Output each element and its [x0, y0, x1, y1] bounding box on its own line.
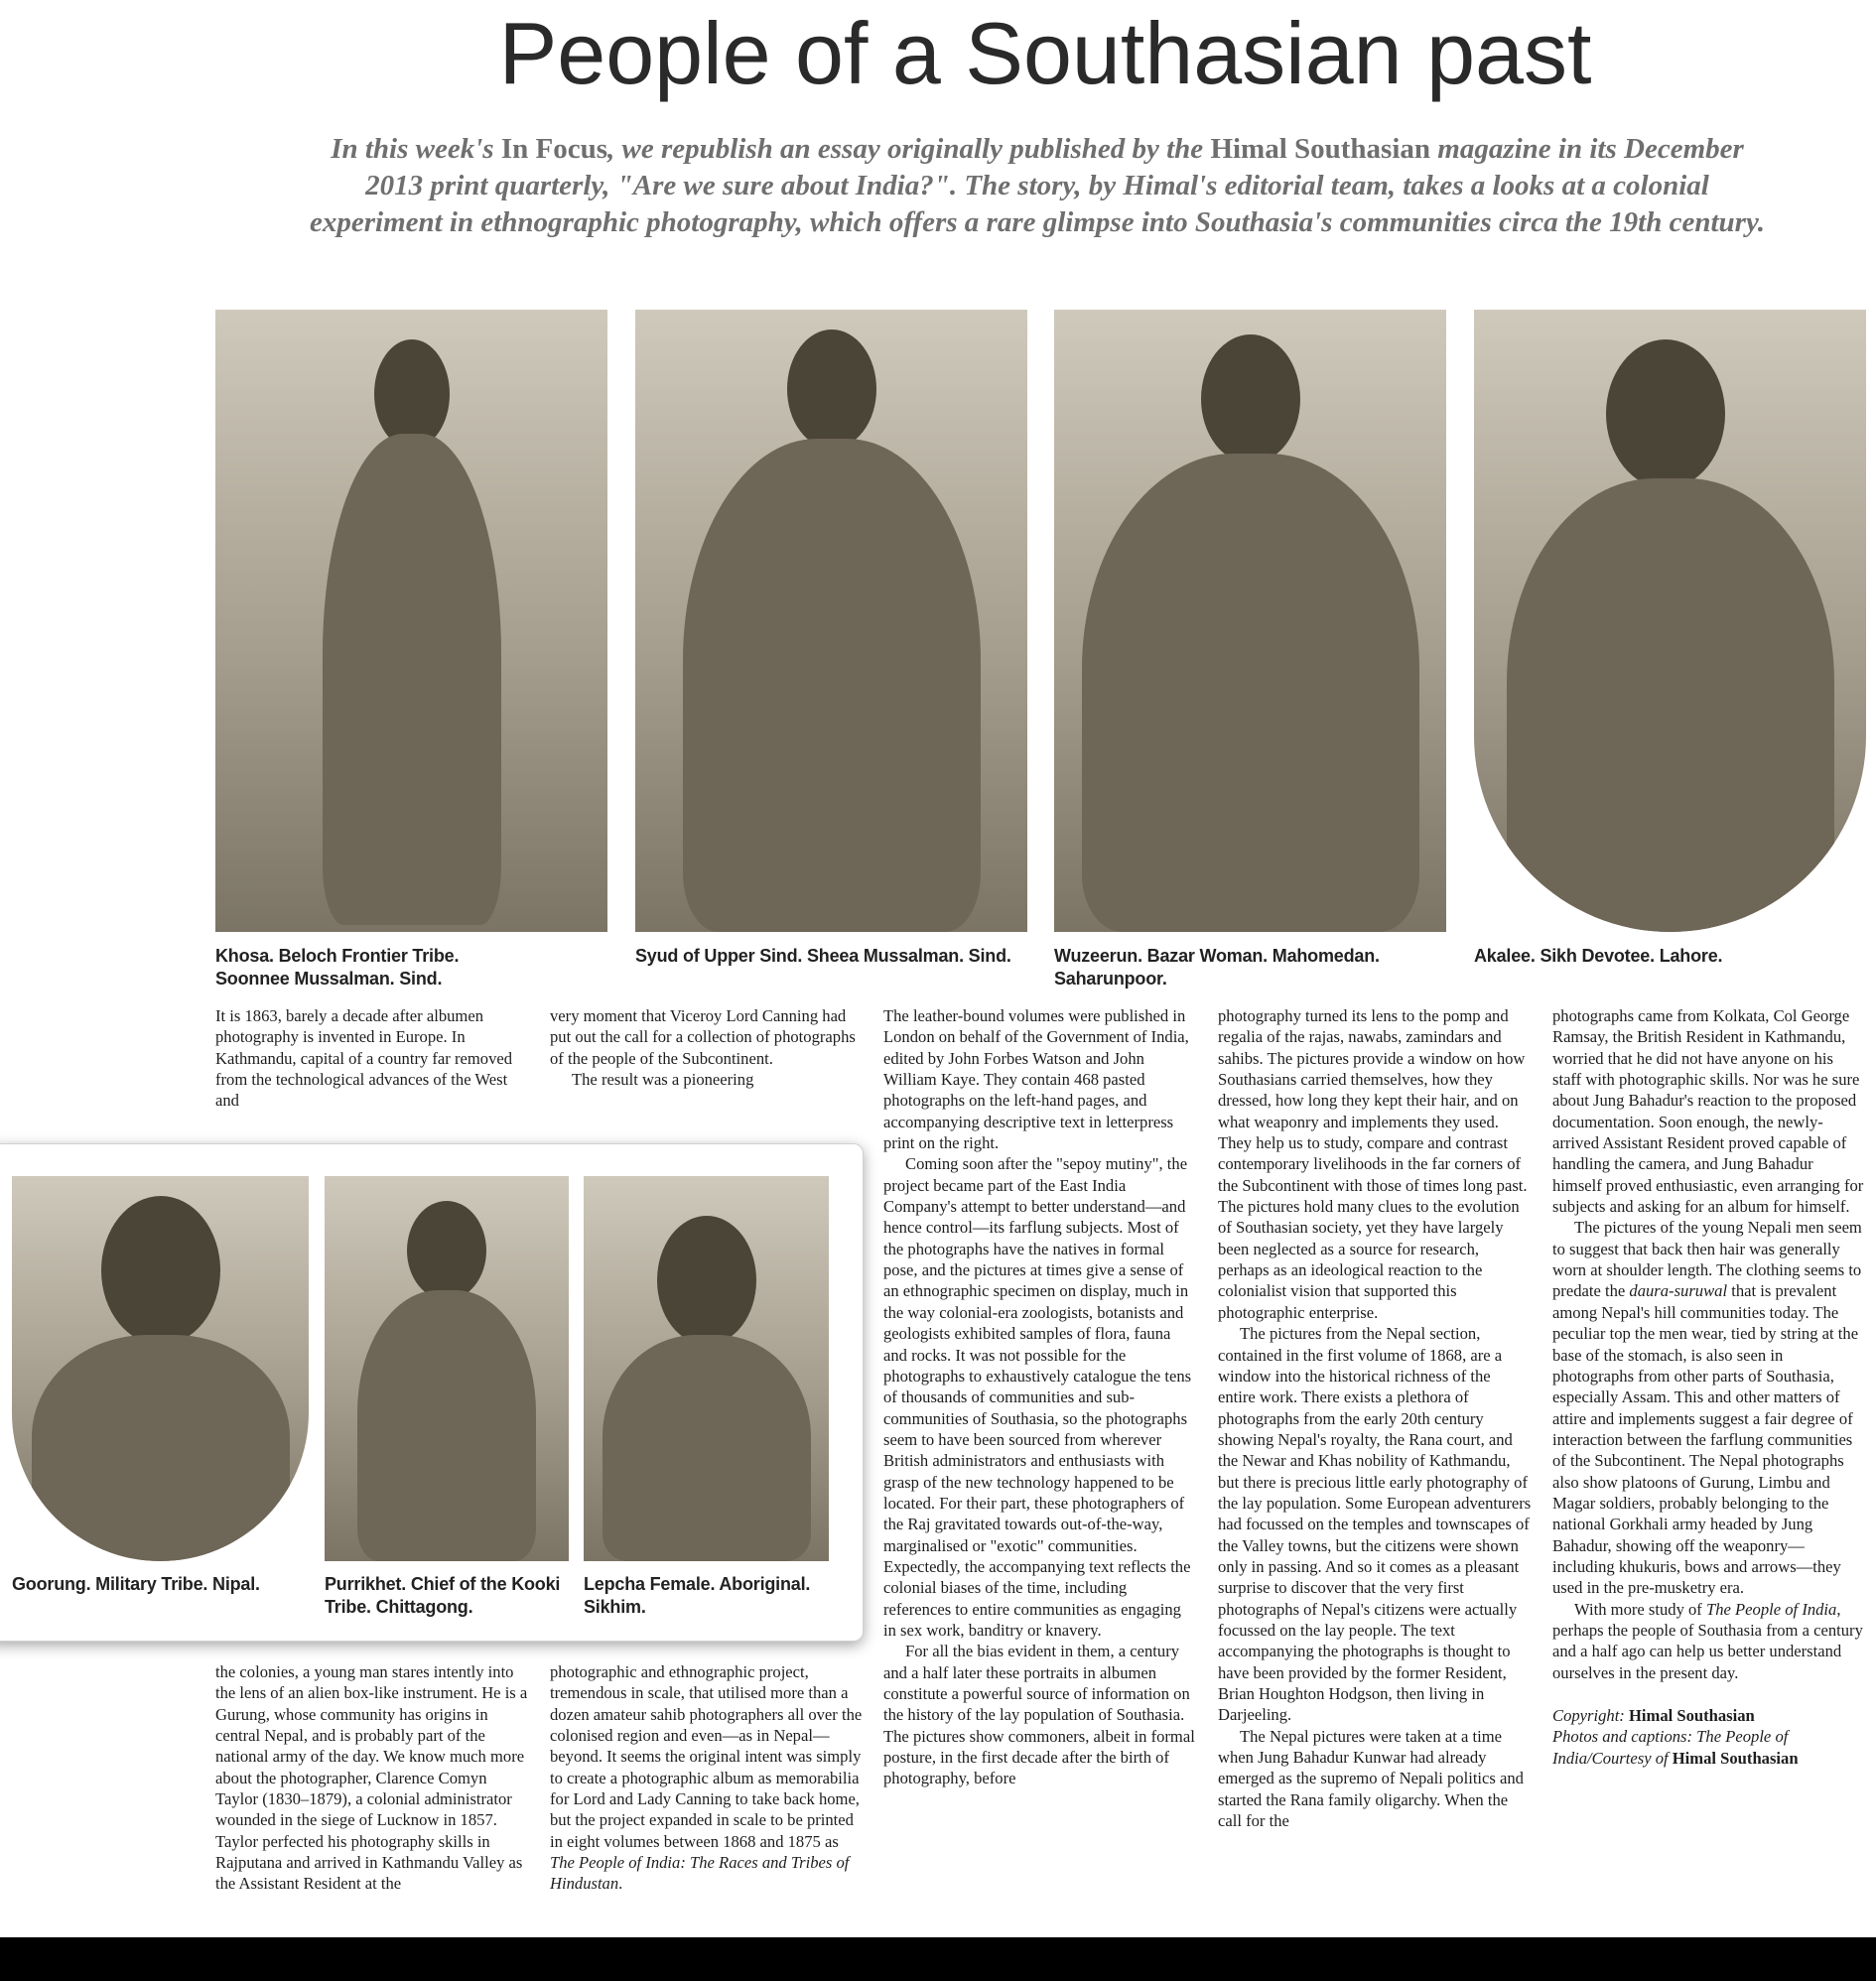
bottom-black-bar — [0, 1937, 1876, 1981]
text-run: With more study of — [1574, 1599, 1706, 1619]
column-2-bottom — [550, 1661, 864, 1895]
column-2-top — [550, 1005, 864, 1090]
caption-akalee — [1474, 945, 1871, 968]
caption-line: Wuzeerun. Bazar Woman. Mahomedan. — [1054, 946, 1380, 966]
portrait-figure — [313, 339, 511, 925]
credits — [1552, 1705, 1866, 1769]
portrait-figure — [32, 1196, 290, 1561]
paragraph: The result was a pioneering — [572, 1070, 754, 1090]
standfirst-magazine-name: Himal Southasian — [1210, 133, 1431, 165]
standfirst — [308, 131, 1767, 241]
standfirst-section-name: In Focus — [500, 133, 607, 165]
portrait-figure — [357, 1201, 536, 1561]
photo-lepcha — [584, 1176, 829, 1561]
paragraph: The Nepal pictures were taken at a time when Jung Bahadur Kunwar had already emerged as the supremo of Nepali politics and started the Rana family oligarchy. When the call for the — [1218, 1726, 1524, 1831]
caption-syud — [635, 945, 1052, 968]
column-1-top — [215, 1005, 529, 1112]
paragraph: The leather-bound volumes were published in London on behalf of the Government of India, edited by John Forbes Watson and John William Kaye. They contain 468 pasted photographs on the left-hand pages, and accompanying descriptive text in letterpress print on the right. — [883, 1006, 1189, 1153]
caption-line: Purrikhet. Chief of the Kooki — [325, 1574, 561, 1594]
photos-credit-label: Photos and captions: The People of India/Courtesy of — [1552, 1727, 1789, 1768]
book-title: The People of India: The Races and Tribes of Hindustan — [550, 1853, 850, 1894]
caption-line: Lepcha Female. Aboriginal. — [584, 1574, 811, 1594]
text-run: . — [618, 1874, 623, 1894]
portrait-figure — [603, 1216, 811, 1561]
column-4 — [1218, 1005, 1532, 1831]
caption-line: Khosa. Beloch Frontier Tribe. — [215, 946, 460, 966]
column-1-bottom — [215, 1661, 529, 1895]
text-run: , perhaps the people of Southasia from a century and a half ago can help us better understand ourselves in the present day. — [1552, 1599, 1863, 1682]
paragraph — [550, 1661, 864, 1895]
photo-purrikhet — [325, 1176, 569, 1561]
caption-line: Saharunpoor. — [1054, 969, 1167, 989]
text-run: photographic and ethnographic project, tremendous in scale, that utilised more than a dozen amateur sahib photographers all over the colonised region and even—as in Nepal—beyond. It seems the original intent was simply to create a photographic album as memorabilia for Lord and Lady Canning to take back home, but the project expanded in scale to be printed in eight volumes between 1868 and 1875 as — [550, 1662, 863, 1851]
column-5 — [1552, 1005, 1866, 1769]
paragraph: For all the bias evident in them, a century and a half later these portraits in albumen constitute a powerful source of information on the history of the lay population of Southasia. The pictures show commoners, albeit in formal posture, in the first decade after the birth of photography, before — [883, 1642, 1195, 1788]
portrait-figure — [1082, 334, 1419, 932]
copyright-name: Himal Southasian — [1628, 1706, 1755, 1725]
copyright-label: Copyright: — [1552, 1706, 1629, 1725]
paragraph: The pictures from the Nepal section, contained in the first volume of 1868, are a window into the historical richness of the entire work. There exists a plethora of photographs from the early 20th century showing Nepal's royalty, the Rana court, and the Newar and Khas nobility of Kathmandu, but there is precious little early photography of the lay population. Some European adventurers had focussed on the temples and townscapes of the Valley towns, but the citizens were shown only in passing. And so it comes as a pleasant surprise to discover that the very first photographs of Nepal's citizens were actually focussed on the lay people. The text accompanying the photographs is thought to have been provided by the former Resident, Brian Houghton Hodgson, then living in Darjeeling. — [1218, 1324, 1532, 1725]
text-run-italic: daura-suruwal — [1629, 1281, 1728, 1301]
photo-akalee — [1474, 310, 1866, 932]
photo-wuzeerun — [1054, 310, 1446, 932]
paragraph — [1552, 1599, 1866, 1683]
paragraph: the colonies, a young man stares intently into the lens of an alien box-like instrument. He is a Gurung, whose community has origins in central Nepal, and is probably part of the national army of the day. We know much more about the photographer, Clarence Comyn Taylor (1830–1879), a colonial administrator wounded in the siege of Lucknow in 1857. Taylor perfected his photography skills in Rajputana and arrived in Kathmandu Valley as the Assistant Resident at the — [215, 1662, 528, 1894]
paragraph: It is 1863, barely a decade after albumen photography is invented in Europe. In Kathmandu, capital of a country far removed from the technological advances of the West and — [215, 1006, 513, 1111]
caption-khosa — [215, 945, 612, 990]
paragraph: very moment that Viceroy Lord Canning had put out the call for a collection of photographs of the people of the Subcontinent. — [550, 1006, 856, 1068]
photo-syud — [635, 310, 1027, 932]
caption-lepcha — [584, 1573, 832, 1619]
caption-line: Akalee. Sikh Devotee. Lahore. — [1474, 946, 1723, 966]
caption-line: Syud of Upper Sind. Sheea Mussalman. Sind. — [635, 946, 1011, 966]
portrait-figure — [683, 330, 981, 932]
caption-goorung — [12, 1573, 320, 1596]
photo-goorung — [12, 1176, 309, 1561]
standfirst-part: magazine in its December 2013 print quarterly, "Are we sure about India?". The story, by Himal's editorial team, takes a looks at a colonial experiment in ethnographic photography, which offers a rare glimpse into Southasia's communities circa the 19th century. — [309, 133, 1765, 238]
caption-line: Soonnee Mussalman. Sind. — [215, 969, 443, 989]
text-run: that is prevalent among Nepal's hill communities today. The peculiar top the men wear, tied by string at the base of the stomach, is also seen in photographs from other parts of Southasia, especially Assam. This and other matters of attire and implements suggest a fair degree of interaction between the farflung communities of the Subcontinent. The Nepal photographs also show platoons of Gurung, Limbu and Magar soldiers, probably belonging to the national Gorkhali army headed by Jung Bahadur, showing off the weaponry—including khukuris, bows and arrows—they used in the pre-musketry era. — [1552, 1281, 1859, 1598]
paragraph: photography turned its lens to the pomp and regalia of the rajas, nawabs, zamindars and sahibs. The pictures provide a window on how Southasians carried themselves, how they dressed, how long they kept their hair, and on what weaponry and implements they used. They help us to study, compare and contrast contemporary livelihoods in the far corners of the Subcontinent with those of times long past. The pictures hold many clues to the evolution of Southasian society, yet they have largely been neglected as a source for research, perhaps as an ideological reaction to the colonialist vision that supported this photographic enterprise. — [1218, 1006, 1528, 1322]
text-run: The pictures of the young Nepali men seem to suggest that back then hair was generally worn at shoulder length. The clothing seems to predate the — [1552, 1218, 1862, 1301]
paragraph: Coming soon after the "sepoy mutiny", the project became part of the East India Company's attempt to better understand—and hence control—its farflung subjects. Most of the photographs have the natives in formal pose, and the pictures at times give a sense of an ethnographic specimen on display, much in the way colonial-era zoologists, botanists and geologists exhibited samples of flora, fauna and rocks. It was not possible for the photographs to exhaustively catalogue the tens of thousands of communities and sub-communities of Southasia, so the photographs seem to have been sourced from wherever British administrators and enthusiasts with grasp of the new technology happened to be located. For their part, these photographers of the Raj gravitated towards out-of-the-way, marginalised or "exotic" communities. Expectedly, the accompanying text reflects the colonial biases of the time, including references to entire communities as engaging in sex work, banditry or knavery. — [883, 1154, 1192, 1640]
caption-line: Sikhim. — [584, 1597, 646, 1617]
caption-line: Goorung. Military Tribe. Nipal. — [12, 1574, 260, 1594]
paragraph — [1552, 1217, 1866, 1598]
column-3 — [883, 1005, 1197, 1789]
photos-credit-name: Himal Southasian — [1672, 1748, 1799, 1768]
headline: People of a Southasian past — [498, 4, 1592, 102]
caption-line: Tribe. Chittagong. — [325, 1597, 473, 1617]
caption-purrikhet — [325, 1573, 573, 1619]
standfirst-part: In this week's — [331, 133, 501, 165]
text-run-italic: The People of India — [1706, 1599, 1837, 1619]
portrait-figure — [1507, 339, 1834, 932]
inset-photo-panel — [0, 1143, 864, 1642]
photo-khosa — [215, 310, 607, 932]
paragraph: photographs came from Kolkata, Col George Ramsay, the British Resident in Kathmandu, worried that he did not have anyone on his staff with photographic skills. Nor was he sure about Jung Bahadur's reaction to the proposed documentation. Soon enough, the newly-arrived Assistant Resident proved capable of handling the camera, and Jung Bahadur himself proved enthusiastic, even arranging for subjects and asking for an album for himself. — [1552, 1006, 1864, 1217]
caption-wuzeerun — [1054, 945, 1451, 990]
standfirst-part: , we republish an essay originally published by the — [606, 133, 1211, 165]
